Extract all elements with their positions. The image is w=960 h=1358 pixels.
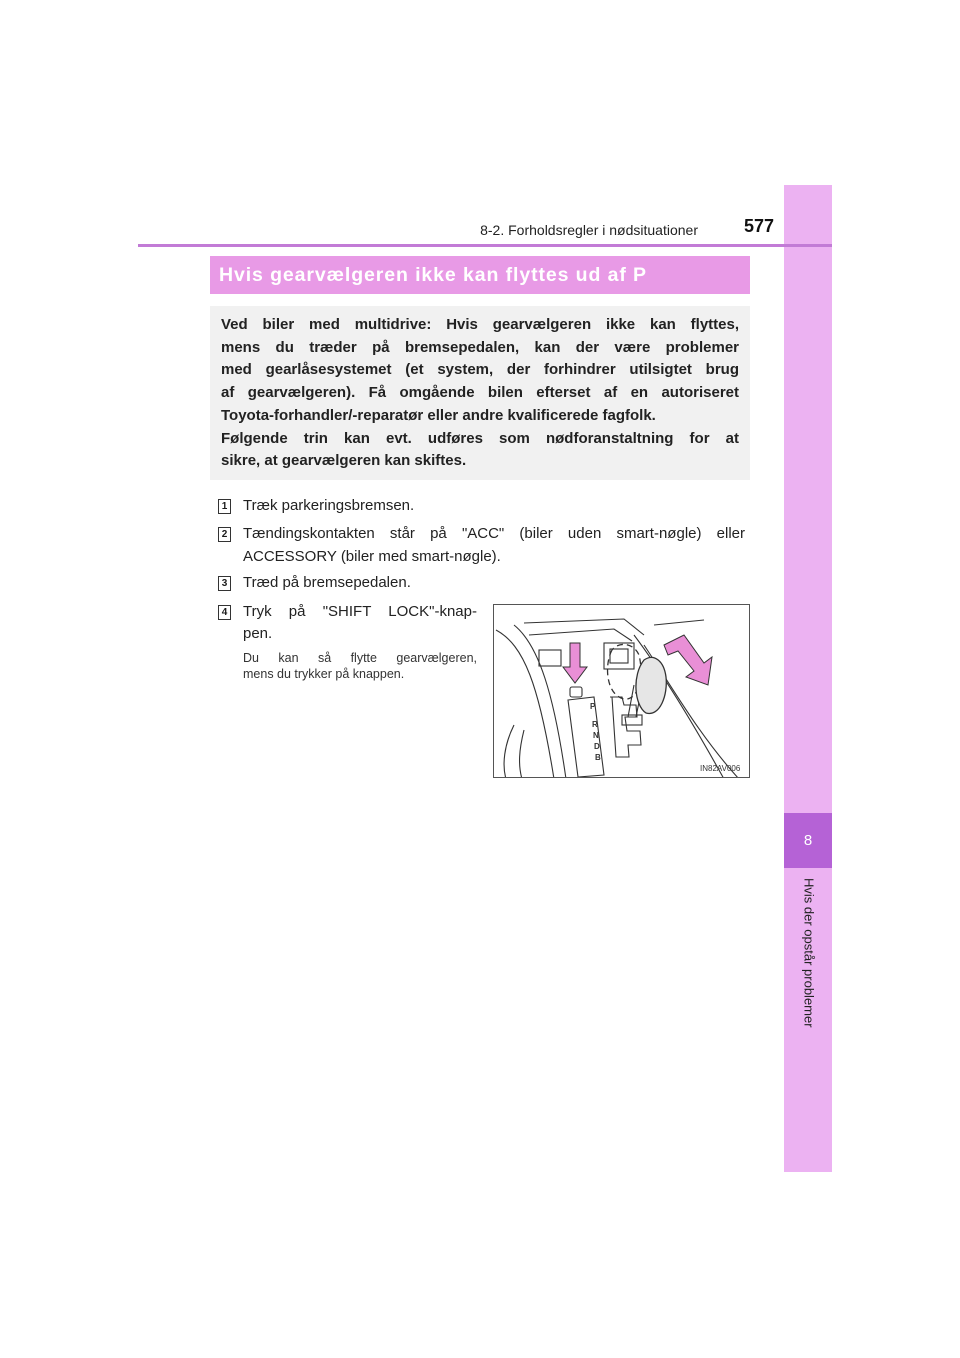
step-note (243, 650, 477, 682)
step-text: Tændingskontakten står på "ACC" (biler uden smart-nøgle) eller (243, 525, 745, 542)
intro-line: Følgende trin kan evt. udføres som nødforanstaltning for at (221, 429, 739, 447)
step-number-badge: 2 (218, 527, 231, 542)
intro-line: Ved biler med multidrive: Hvis gearvælgeren ikke kan flyttes, (221, 316, 739, 333)
section-breadcrumb: 8-2. Forholdsregler i nødsituationer (480, 222, 698, 238)
step-note-line: Du kan så flytte gearvælgeren, (243, 651, 477, 665)
intro-box (210, 306, 750, 480)
step-text: Træd på bremsepedalen. (243, 574, 411, 591)
gate-label: D (594, 742, 600, 751)
header-divider (138, 244, 832, 247)
page-number: 577 (743, 216, 774, 236)
intro-line: mens du træder på bremsepedalen, kan der være problemer (221, 338, 739, 356)
gate-label: N (593, 731, 599, 740)
step-number-badge: 4 (218, 605, 231, 620)
gate-label: P (590, 702, 596, 711)
shift-lock-drawing (494, 605, 750, 778)
section-title-bar (210, 256, 750, 294)
intro-line: af gearvælgeren). Få omgående bilen efterset af en autoriseret (221, 384, 739, 402)
push-down-arrow-icon (563, 643, 587, 683)
chapter-number: 8 (784, 813, 832, 868)
step-text: Træk parkeringsbremsen. (243, 497, 415, 514)
move-lever-arrow-icon (664, 635, 712, 685)
step-number-badge: 3 (218, 576, 231, 591)
intro-line: sikre, at gearvælgeren kan skiftes. (221, 452, 467, 470)
step-text-continued: pen. (243, 625, 273, 642)
gate-label: R (592, 720, 598, 729)
intro-line: med gearlåsesystemet (et system, der forhindrer utilsigtet brug (221, 361, 739, 379)
step-number-badge: 1 (218, 499, 231, 514)
shift-lock-illustration (493, 604, 750, 778)
figure-code: IN82AV006 (700, 764, 741, 773)
chapter-title: Hvis der opstår problemer (801, 878, 817, 1028)
intro-line: Toyota-forhandler/-reparatør eller andre kvalificerede fagfolk. (221, 406, 656, 424)
step-text: Tryk på "SHIFT LOCK"-knap- (243, 603, 477, 620)
step-note-line: mens du trykker på knappen. (243, 667, 405, 681)
gate-label: B (595, 753, 601, 762)
section-title: Hvis gearvælgeren ikke kan flyttes ud af P (219, 263, 647, 286)
step-text-continued: ACCESSORY (biler med smart-nøgle). (243, 548, 501, 565)
